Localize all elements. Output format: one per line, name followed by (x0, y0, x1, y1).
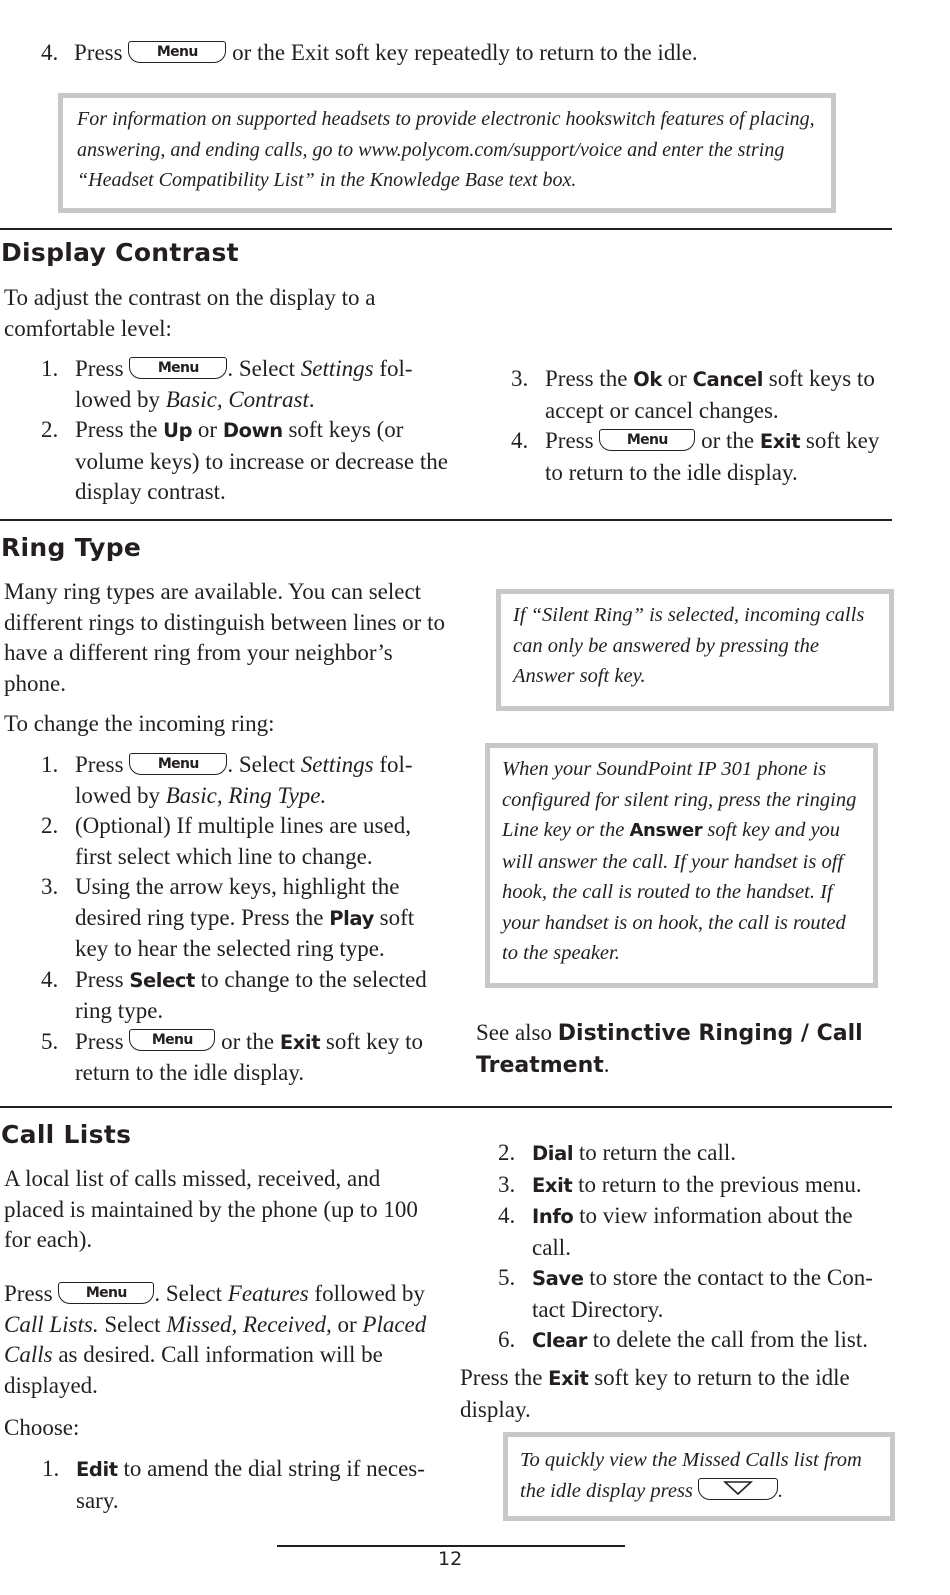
list-item (42, 1454, 448, 1516)
item-text: or (337, 1311, 357, 1337)
menu-key-icon: Menu (129, 1029, 215, 1051)
soft-key-label: Exit (548, 1367, 589, 1390)
headset-note-box (58, 93, 836, 213)
item-text: to amend the dial string if neces- sary. (76, 1456, 425, 1513)
item-text: to return to the previous menu. (578, 1171, 862, 1197)
top-step-4 (41, 38, 901, 69)
note-text: To quickly view the Missed Calls list from the idle display press (520, 1449, 862, 1502)
item-number: 3. (511, 366, 529, 391)
item-text: fol- lowed by (75, 356, 413, 412)
item-number: 4. (498, 1203, 516, 1228)
item-text: soft key to return to the idle display. (545, 428, 880, 485)
item-text: or the (701, 428, 755, 453)
list-item (41, 965, 453, 1027)
menu-path: Settings (300, 752, 374, 777)
section-heading-call-lists: Call Lists (1, 1120, 132, 1149)
note-text: soft key and you will answer the call. If your handset is off hook, the call is routed to the handset. If your handset is on hook, the call is routed to the speaker. (502, 819, 846, 964)
menu-path: Settings (300, 356, 374, 381)
soft-key-label: Answer (629, 820, 703, 841)
call-lists-intro: A local list of calls missed, received, and placed is maintained by the phone (up to 100 for each). (4, 1166, 418, 1252)
ring-type-change-label: To change the incoming ring: (4, 711, 275, 736)
soft-key-label: Play (329, 906, 374, 930)
note-text: . (778, 1479, 784, 1502)
item-text: (Optional) If multiple lines are used, first select which line to change. (75, 813, 411, 869)
item-number: 2. (498, 1140, 516, 1165)
item-number: 6. (498, 1327, 516, 1352)
item-text: to store the contact to the Con- tact Directory. (532, 1265, 873, 1322)
item-text: Press the (75, 417, 158, 442)
soft-key-label: Save (532, 1267, 584, 1290)
see-also-line (476, 1018, 896, 1081)
soft-key-label: Down (222, 419, 283, 442)
item-text: Press (75, 1028, 124, 1054)
menu-path: Call Lists. (4, 1311, 99, 1337)
soft-key-label: Cancel (692, 368, 764, 391)
item-text: . Select (227, 356, 296, 381)
item-number: 5. (498, 1265, 516, 1290)
soft-key-label: Clear (532, 1329, 587, 1352)
item-number: 3. (41, 874, 59, 899)
page-number: 12 (438, 1548, 463, 1570)
display-contrast-intro: To adjust the contrast on the display to a comfortable level: (4, 285, 376, 341)
item-number: 1. (42, 1456, 60, 1481)
soft-key-label: Dial (532, 1142, 574, 1165)
note-text: When your SoundPoint IP 301 phone is configured for silent ring, press the ringing Line key or the (502, 758, 857, 841)
silent-ring-note-box (496, 589, 894, 711)
soft-key-label: Exit (759, 430, 801, 453)
menu-key-icon: Menu (129, 357, 227, 379)
item-number: 1. (41, 752, 59, 777)
item-text: to delete the call from the list. (592, 1327, 869, 1352)
item-text: soft key to return to the idle display. (75, 1028, 423, 1085)
soft-key-label: Info (532, 1205, 574, 1228)
step-text-post: or the Exit soft key repeatedly to return to the idle. (232, 40, 698, 65)
item-text: soft key to return to the idle display. (460, 1365, 850, 1422)
section-heading-ring-type: Ring Type (1, 533, 142, 562)
menu-key-icon: Menu (128, 41, 226, 63)
soft-key-label: Edit (76, 1458, 118, 1481)
list-item (498, 1325, 892, 1357)
list-item (41, 354, 450, 415)
list-item (498, 1201, 892, 1263)
item-number: 4. (511, 428, 529, 453)
soft-key-label: Ok (633, 368, 662, 391)
display-contrast-steps-right (511, 364, 900, 488)
item-number: 1. (41, 356, 59, 381)
item-text: to view information about the call. (532, 1203, 853, 1260)
item-text: as desired. Call information will be displayed. (4, 1342, 383, 1398)
see-also-text: See also (476, 1020, 553, 1045)
soundpoint-note-box (485, 743, 878, 988)
list-item (41, 811, 453, 872)
call-lists-press (4, 1279, 444, 1401)
step-text-pre: Press (74, 40, 123, 65)
item-text: . Select (227, 752, 296, 777)
item-text: Press the (545, 366, 628, 391)
section-rule (0, 1106, 892, 1108)
item-text: Select (104, 1311, 161, 1337)
item-number: 2. (41, 813, 59, 838)
display-contrast-steps-left (41, 354, 450, 508)
list-item (498, 1138, 892, 1170)
footer-rule (277, 1545, 625, 1547)
soft-key-label: Exit (532, 1173, 573, 1197)
list-item (41, 872, 453, 965)
menu-key-icon: Menu (58, 1282, 154, 1304)
call-lists-step-1 (42, 1454, 448, 1516)
item-text: fol- lowed by (75, 752, 413, 808)
section-heading-display-contrast: Display Contrast (1, 238, 239, 267)
list-item (511, 364, 900, 426)
soft-key-label: Exit (279, 1030, 321, 1054)
call-lists-steps-right (498, 1138, 892, 1357)
item-number: 4. (41, 966, 59, 992)
item-text: . Select (154, 1281, 223, 1306)
missed-calls-note-box (503, 1432, 895, 1521)
menu-path: Basic, Ring Type. (165, 782, 327, 808)
item-text: soft keys to accept or cancel changes. (545, 366, 875, 423)
item-text: followed by (314, 1281, 425, 1306)
menu-path: Features (227, 1281, 309, 1306)
item-text: soft keys (or volume keys) to increase or decrease the display contrast. (75, 417, 448, 504)
list-item (511, 426, 900, 488)
list-item (41, 1027, 453, 1089)
see-also-text: . (603, 1051, 610, 1077)
item-number: 5. (41, 1028, 59, 1054)
item-number: 3. (498, 1171, 516, 1197)
item-text: soft key to hear the selected ring type. (75, 904, 415, 961)
menu-key-icon: Menu (599, 429, 695, 451)
call-lists-choose: Choose: (4, 1415, 80, 1440)
headset-note-text: For information on supported headsets to provide electronic hookswitch features of placing, answering, and ending calls, go to www.polycom.com/support/voice and enter the string “Headset Compatibility List” in the Knowledge Base text box. (77, 108, 815, 191)
item-text: Press (75, 752, 124, 777)
item-text: Press the (460, 1365, 543, 1390)
list-item (498, 1263, 892, 1325)
list-item (41, 750, 453, 811)
item-text: . (308, 386, 315, 412)
section-rule (0, 228, 892, 230)
list-item (498, 1170, 892, 1202)
soft-key-label: Select (129, 968, 195, 992)
call-lists-exit (460, 1363, 890, 1425)
silent-ring-note-text: If “Silent Ring” is selected, incoming calls can only be answered by pressing the Answer soft key. (513, 604, 865, 687)
item-text: Press (75, 966, 124, 992)
item-text: or the (221, 1028, 275, 1054)
item-text: or (667, 366, 687, 391)
step-number: 4. (41, 40, 59, 65)
ring-type-intro: Many ring types are available. You can select different rings to distinguish between lines or to have a different ring from your neighbor’s phone. (4, 579, 445, 696)
down-arrow-key-icon (698, 1478, 778, 1500)
item-number: 2. (41, 417, 59, 442)
item-text: to return the call. (578, 1140, 736, 1165)
ring-type-steps (41, 750, 453, 1089)
item-text: Press (4, 1281, 53, 1306)
item-text: Press (545, 428, 594, 453)
item-text: to change to the selected ring type. (75, 966, 427, 1023)
list-item (41, 415, 450, 508)
menu-key-icon: Menu (129, 753, 227, 775)
cross-reference-link[interactable]: Distinctive Ringing / Call Treatment (476, 1021, 863, 1078)
item-text: Using the arrow keys, highlight the desired ring type. Press the (75, 874, 400, 930)
item-text: Press (75, 356, 124, 381)
menu-path: Missed, Received, (166, 1311, 332, 1337)
soft-key-label: Up (163, 419, 193, 442)
section-rule (0, 519, 892, 521)
menu-path: Basic, Contrast (165, 386, 309, 412)
item-text: or (197, 417, 218, 442)
menu-path: Placed Calls (4, 1311, 427, 1367)
